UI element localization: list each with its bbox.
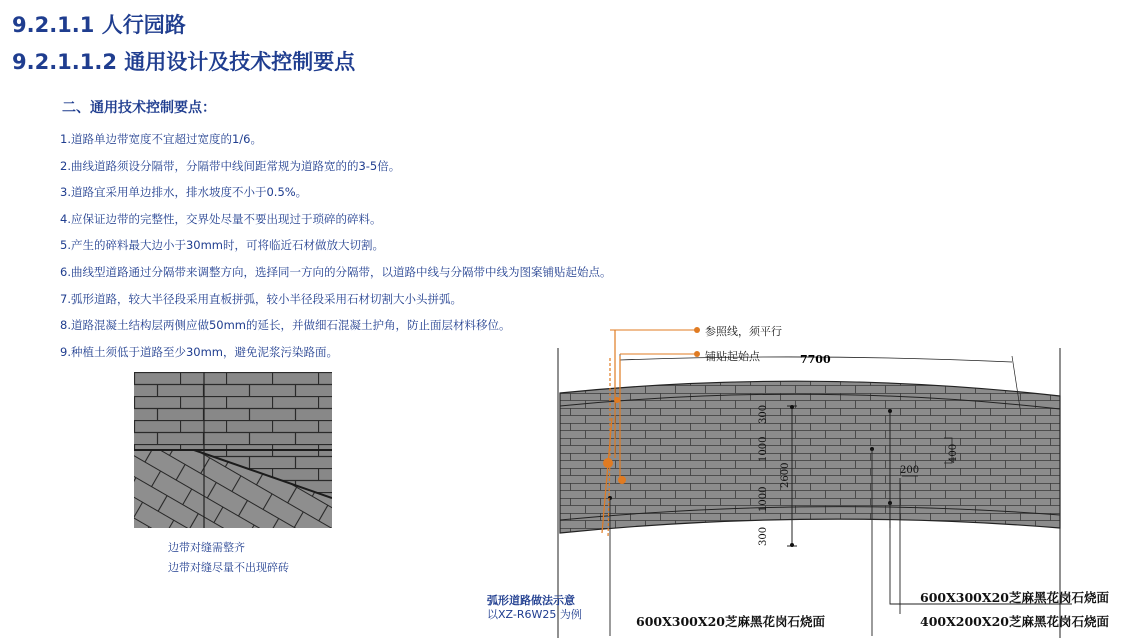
material-label: 400X200X20芝麻黑花岗石烧面 xyxy=(920,614,1109,629)
paving-photo-graphic xyxy=(134,372,332,528)
list-item: 2.曲线道路须设分隔带，分隔带中线间距常规为道路宽的的3-5倍。 xyxy=(60,158,401,173)
list-item: 9.种植土须低于道路至少30mm，避免泥浆污染路面。 xyxy=(60,344,339,359)
material-label: 600X300X20芝麻黑花岗石烧面 xyxy=(636,614,825,629)
dimension-label: 1000 xyxy=(758,436,769,462)
list-item: 6.曲线型道路通过分隔带来调整方向，选择同一方向的分隔带，以道路中线与分隔带中线为图案铺贴起始点。 xyxy=(60,264,612,279)
dimension-label: 2600 xyxy=(780,462,791,488)
paving-photo xyxy=(134,372,332,528)
photo-caption: 边带对缝尽量不出现碎砖 xyxy=(168,561,289,574)
section-title: 9.2.1.1 人行园路 xyxy=(12,13,186,37)
list-item: 7.弧形道路，较大半径段采用直板拼弧，较小半径段采用石材切割大小头拼弧。 xyxy=(60,291,462,306)
list-item: 8.道路混凝土结构层两侧应做50mm的延长，并做细石混凝土护角，防止面层材料移位。 xyxy=(60,318,511,333)
list-item: 1.道路单边带宽度不宜超过宽度的1/6。 xyxy=(60,132,262,146)
dimension-label: 1000 xyxy=(758,486,769,512)
drawing-caption-subtitle: 以XZ-R6W25 为例 xyxy=(487,608,582,621)
annotation-start-point: 铺贴起始点 xyxy=(705,350,760,363)
photo-caption: 边带对缝需整齐 xyxy=(168,541,245,554)
control-points-list xyxy=(60,126,611,365)
subsection-title: 9.2.1.1.2 通用设计及技术控制要点 xyxy=(12,50,356,74)
dimension-label: 300 xyxy=(758,404,769,424)
annotation-reference-line: 参照线，须平行 xyxy=(705,325,782,338)
list-item: 5.产生的碎料最大边小于30mm时，可将临近石材做放大切割。 xyxy=(60,238,385,253)
dimension-label: 300 xyxy=(758,526,769,546)
subheading: 二、通用技术控制要点： xyxy=(62,100,216,116)
dimension-label: 200 xyxy=(900,465,920,476)
dimension-length: 7700 xyxy=(800,353,831,366)
material-label: 600X300X20芝麻黑花岗石烧面 xyxy=(920,590,1109,605)
list-item: 3.道路宜采用单边排水，排水坡度不小于0.5%。 xyxy=(60,185,308,200)
drawing-caption-title: 弧形道路做法示意 xyxy=(487,594,575,607)
dimension-label: 400 xyxy=(948,443,959,463)
list-item: 4.应保证边带的完整性，交界处尽量不要出现过于琐碎的碎料。 xyxy=(60,211,382,226)
